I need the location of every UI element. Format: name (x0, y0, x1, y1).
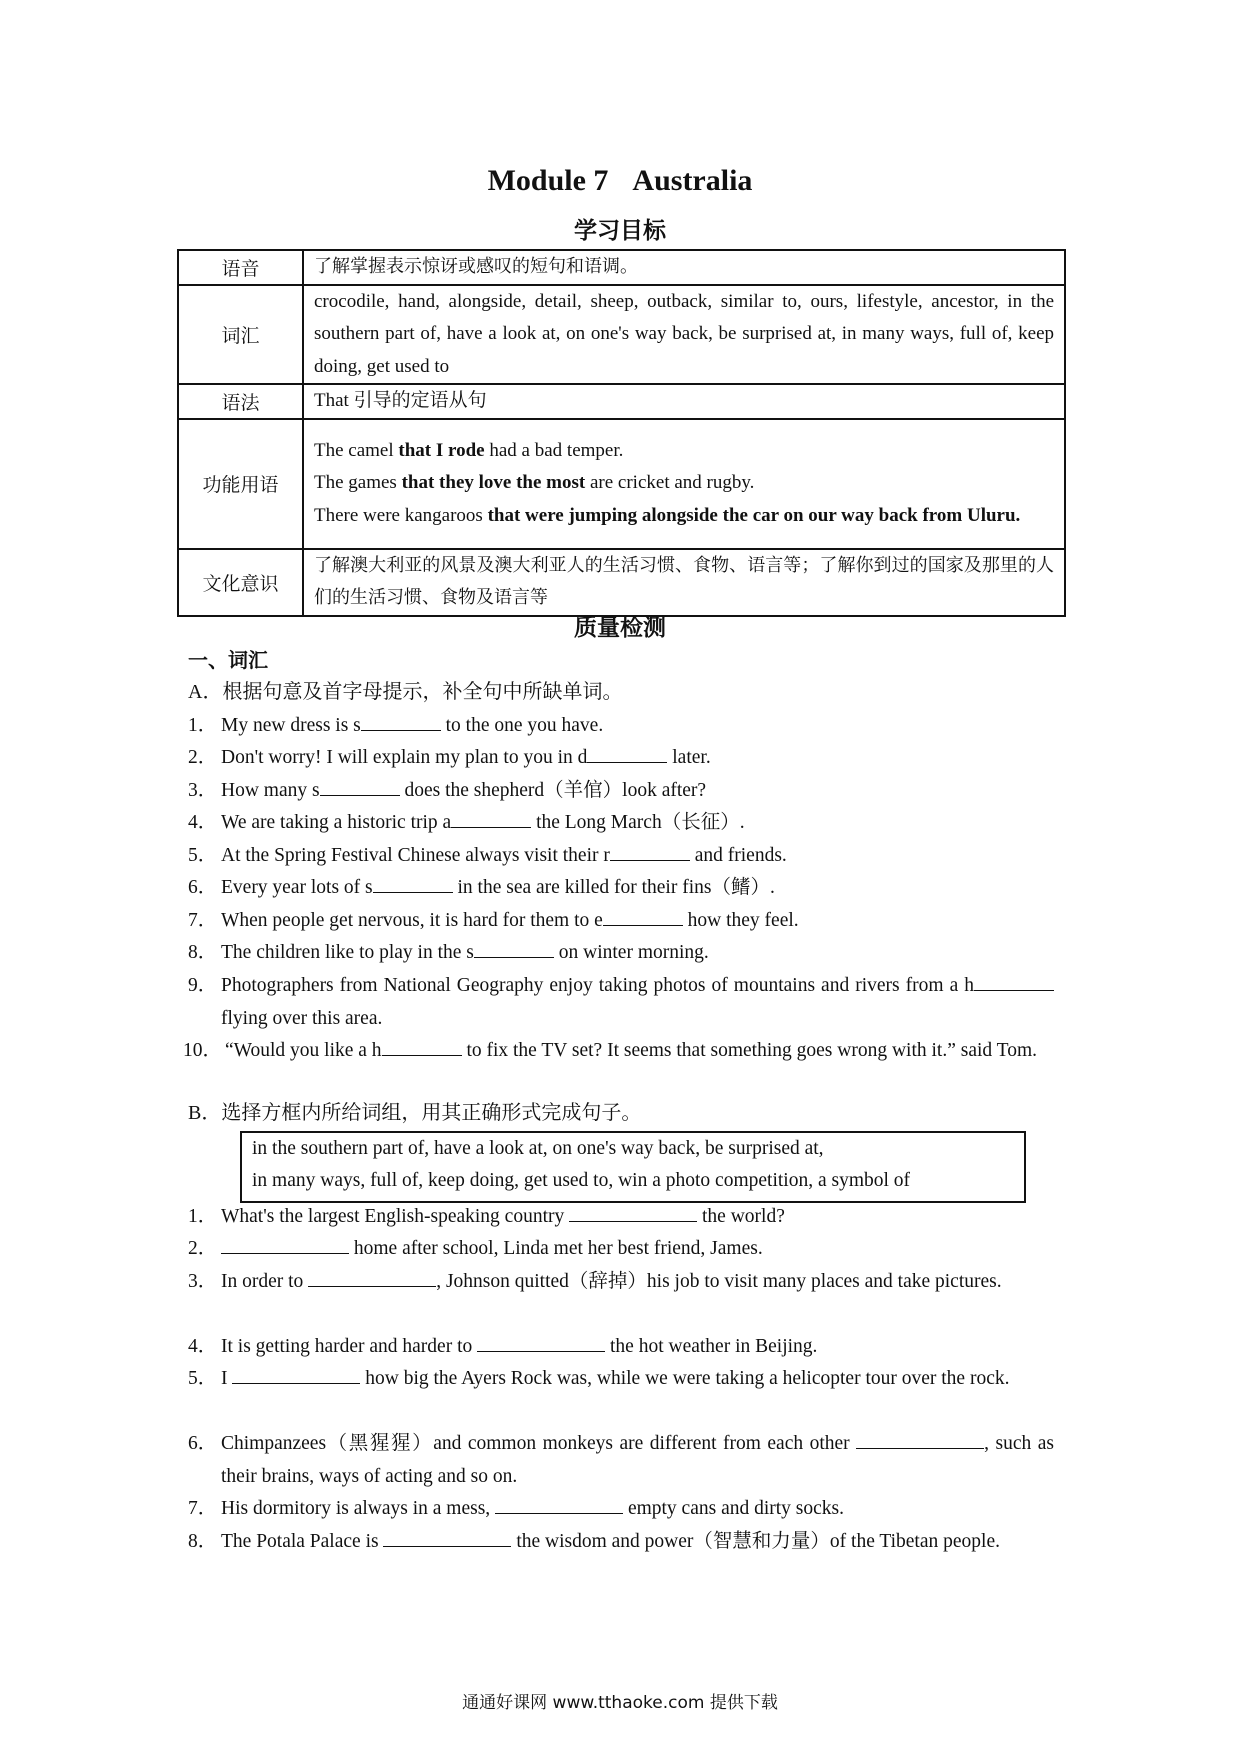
answer-blank[interactable] (603, 909, 683, 926)
table-row (178, 419, 1065, 549)
list-item: 5． I how big the Ayers Rock was, while we were taking a helicopter tour over the rock. (188, 1368, 1010, 1389)
goal-label: 文化意识 (178, 549, 303, 616)
answer-blank[interactable] (477, 1335, 605, 1352)
goal-label: 语法 (178, 384, 303, 419)
answer-blank[interactable] (974, 974, 1054, 991)
goal-text: crocodile, hand, alongside, detail, sheep, outback, similar to, ours, lifestyle, ancestor, in the southern part of, have a look at, on one's way back, be surprised at, in many ways, full of, keep doing, get used to (303, 285, 1065, 385)
goal-text: 了解掌握表示惊讶或感叹的短句和语调。 (303, 250, 1065, 285)
list-item: 10． “Would you like a h to fix the TV set? It seems that something goes wrong with it.” said Tom. (183, 1040, 1038, 1061)
table-row (178, 384, 1065, 419)
answer-blank[interactable] (495, 1497, 623, 1514)
section-b-instruction: B．选择方框内所给词组，用其正确形式完成句子。 (188, 1102, 642, 1124)
list-item: 6． Every year lots of s in the sea are killed for their fins（鳍）. (188, 877, 775, 898)
list-item: 1． What's the largest English-speaking country the world? (188, 1206, 785, 1227)
module-topic: Australia (632, 164, 753, 197)
example-sentence: The camel that I rode had a bad temper. (314, 439, 624, 461)
list-item: 2． home after school, Linda met her best friend, James. (188, 1238, 763, 1259)
goal-label: 语音 (178, 250, 303, 285)
list-item: 4． We are taking a historic trip a the Long March（长征）. (188, 812, 745, 833)
list-item: 3． How many s does the shepherd（羊倌）look after? (188, 780, 707, 801)
list-item: 1． My new dress is s to the one you have. (188, 715, 604, 736)
list-item: 7． His dormitory is always in a mess, empty cans and dirty socks. (188, 1498, 845, 1519)
table-row (178, 549, 1065, 616)
answer-blank[interactable] (451, 811, 531, 828)
list-item: 5． At the Spring Festival Chinese always visit their r and friends. (188, 845, 787, 866)
list-item: 4． It is getting harder and harder to the hot weather in Beijing. (188, 1336, 818, 1357)
answer-blank[interactable] (382, 1039, 462, 1056)
module-number: Module 7 (487, 164, 609, 197)
quality-heading: 质量检测 (574, 615, 666, 641)
list-item: 9． Photographers from National Geography enjoy taking photos of mountains and rivers from a h flying over this area. (188, 970, 1054, 1035)
goal-text (303, 419, 1065, 549)
list-item: 8． The Potala Palace is the wisdom and power（智慧和力量）of the Tibetan people. (188, 1531, 1000, 1552)
answer-blank[interactable] (587, 746, 667, 763)
answer-blank[interactable] (569, 1205, 697, 1222)
phrase-box-line: in many ways, full of, keep doing, get used to, win a photo competition, a symbol of (252, 1170, 911, 1191)
list-item: 3． In order to , Johnson quitted（辞掉）his job to visit many places and take pictures. (188, 1271, 1002, 1292)
module-title (0, 163, 1240, 199)
footer-credit: 通通好课网 www.tthaoke.com 提供下载 (462, 1693, 778, 1713)
table-row (178, 250, 1065, 285)
answer-blank[interactable] (610, 844, 690, 861)
goal-label: 词汇 (178, 285, 303, 385)
example-sentence: There were kangaroos that were jumping alongside the car on our way back from Uluru. (314, 504, 1021, 526)
goal-label: 功能用语 (178, 419, 303, 549)
example-sentence: The games that they love the most are cricket and rugby. (314, 472, 755, 494)
goal-text: That 引导的定语从句 (303, 384, 1065, 419)
answer-blank[interactable] (383, 1530, 511, 1547)
learning-goals-table (177, 249, 1066, 617)
phrase-box (240, 1131, 1026, 1203)
answer-blank[interactable] (856, 1432, 984, 1449)
answer-blank[interactable] (308, 1270, 436, 1287)
answer-blank[interactable] (320, 779, 400, 796)
list-item: 7． When people get nervous, it is hard for them to e how they feel. (188, 910, 799, 931)
part1-heading: 一、词汇 (188, 648, 268, 672)
list-item: 8． The children like to play in the s on winter morning. (188, 942, 709, 963)
goal-text: 了解澳大利亚的风景及澳大利亚人的生活习惯、食物、语言等；了解你到过的国家及那里的人们的生活习惯、食物及语言等 (303, 549, 1065, 616)
goals-heading: 学习目标 (574, 218, 666, 244)
answer-blank[interactable] (361, 714, 441, 731)
answer-blank[interactable] (373, 876, 453, 893)
phrase-box-line: in the southern part of, have a look at, on one's way back, be surprised at, (252, 1138, 824, 1159)
section-a-instruction: A．根据句意及首字母提示，补全句中所缺单词。 (188, 681, 623, 703)
answer-blank[interactable] (221, 1237, 349, 1254)
answer-blank[interactable] (474, 941, 554, 958)
list-item: 6． Chimpanzees（黑猩猩）and common monkeys are different from each other , such as their brains, ways of acting and so on. (188, 1433, 1054, 1487)
answer-blank[interactable] (232, 1367, 360, 1384)
list-item: 2． Don't worry! I will explain my plan to you in d later. (188, 747, 711, 768)
table-row (178, 285, 1065, 385)
